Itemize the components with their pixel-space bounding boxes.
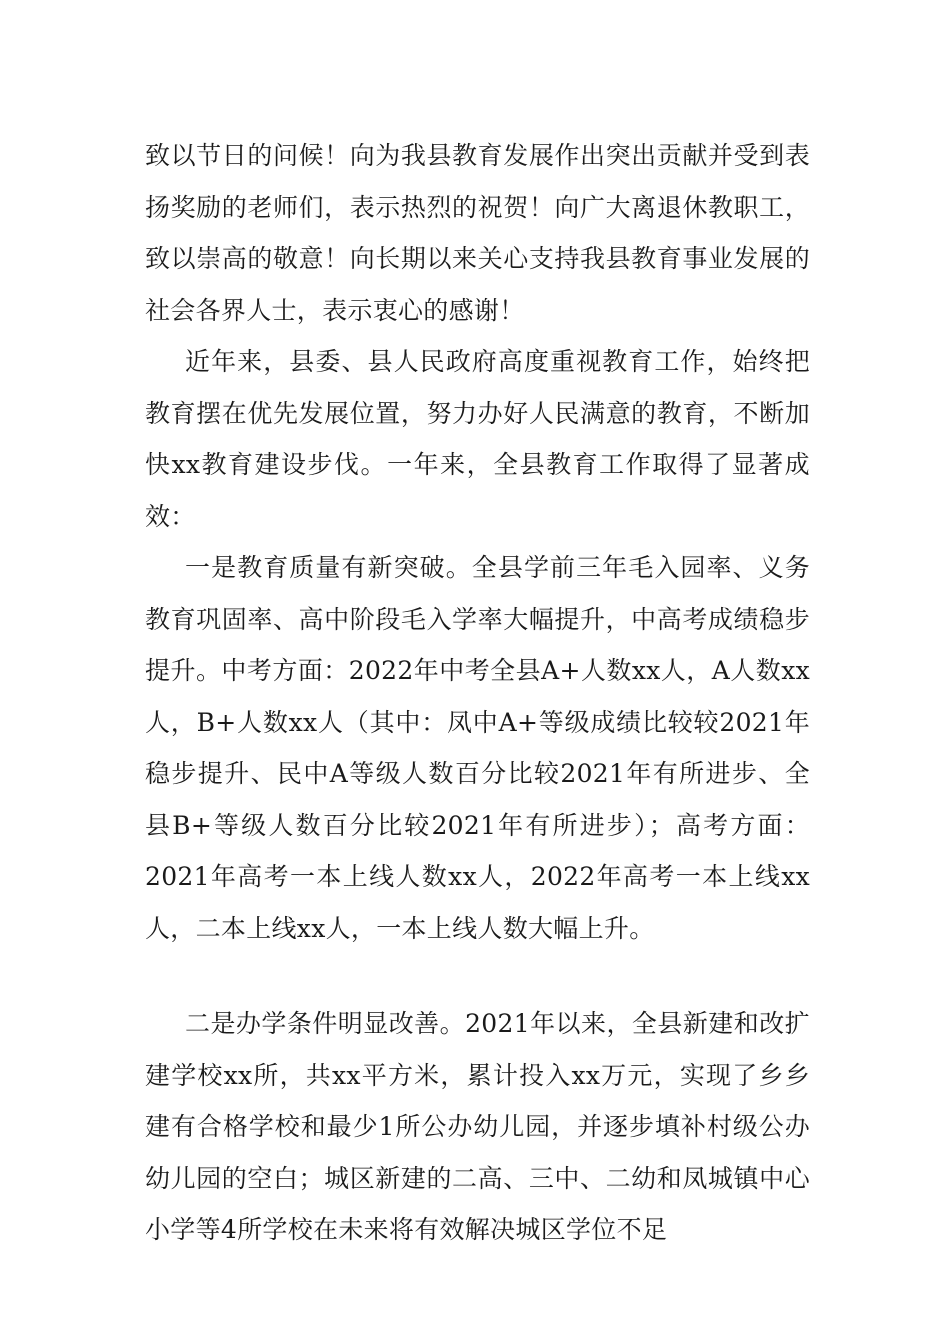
paragraph-overview: 近年来，县委、县人民政府高度重视教育工作，始终把教育摆在优先发展位置，努力办好人民满意的教育，不断加快xx教育建设步伐。一年来，全县教育工作取得了显著成效： bbox=[145, 347, 810, 531]
document-body bbox=[145, 130, 810, 1256]
paragraph-education-quality: 一是教育质量有新突破。全县学前三年毛入园率、义务教育巩固率、高中阶段毛入学率大幅提升，中高考成绩稳步提升。中考方面：2022年中考全县A+人数xx人，A人数xx人，B+人数xx人（其中：凤中A+等级成绩比较较2021年稳步提升、民中A等级人数百分比较2021年有所进步、全县B+等级人数百分比较2021年有所进步）；高考方面：2021年高考一本上线人数xx人，2022年高考一本上线xx人，二本上线xx人，一本上线人数大幅上升。 bbox=[145, 553, 810, 943]
paragraph-spacer bbox=[145, 954, 810, 998]
paragraph-school-conditions: 二是办学条件明显改善。2021年以来，全县新建和改扩建学校xx所，共xx平方米，累计投入xx万元，实现了乡乡建有合格学校和最少1所公办幼儿园，并逐步填补村级公办幼儿园的空白；城区新建的二高、三中、二幼和凤城镇中心小学等4所学校在未来将有效解决城区学位不足 bbox=[145, 1009, 810, 1244]
paragraph-greetings: 致以节日的问候！向为我县教育发展作出突出贡献并受到表扬奖励的老师们，表示热烈的祝贺！向广大离退休教职工，致以崇高的敬意！向长期以来关心支持我县教育事业发展的社会各界人士，表示衷心的感谢！ bbox=[145, 141, 810, 325]
